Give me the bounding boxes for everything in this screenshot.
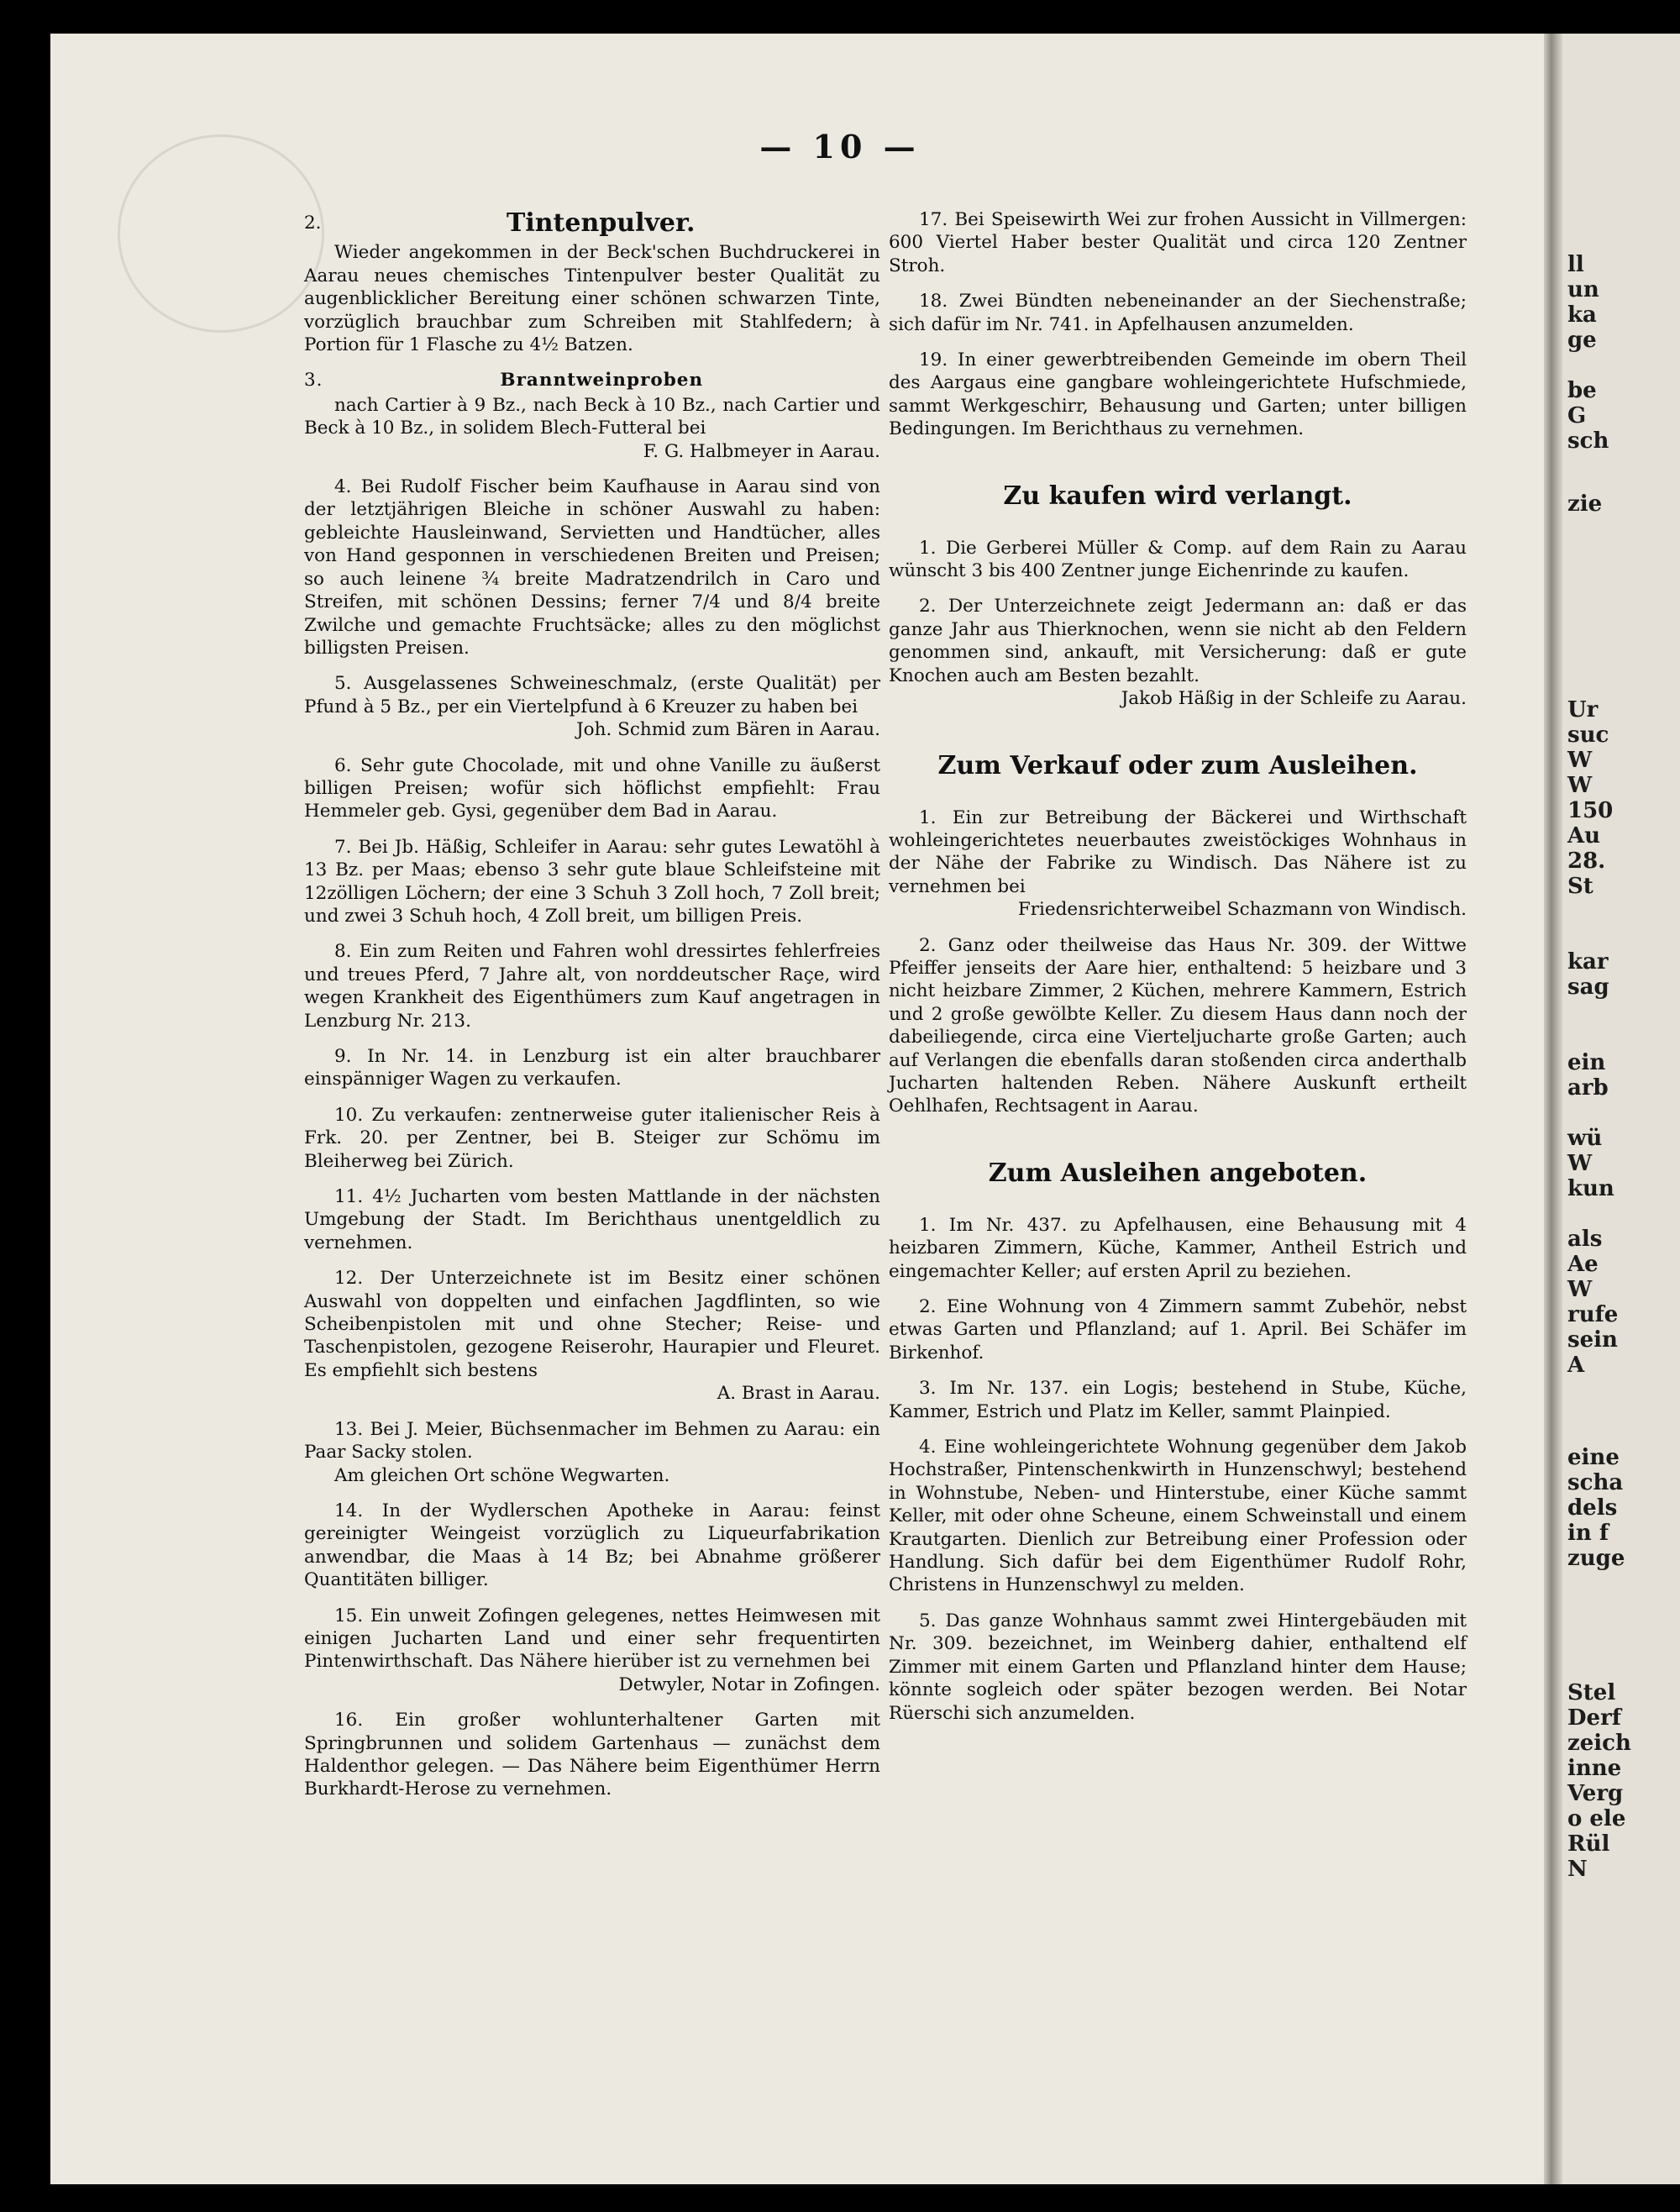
next-page-fragment: Verg bbox=[1567, 1781, 1624, 1806]
entry-text: 8. Ein zum Reiten und Fahren wohl dressirtes fehlerfreies und treues Pferd, 7 Jahre alt, von norddeutscher Raçe, wird wegen Krankheit des Eigenthümers zum Kauf angetragen in Lenzburg Nr. 213. bbox=[304, 941, 880, 1032]
ad-entry-7 bbox=[304, 836, 880, 928]
entry-number: 3. bbox=[304, 370, 323, 391]
verkauf-item-1 bbox=[889, 807, 1467, 922]
next-page-fragment: St bbox=[1567, 874, 1593, 899]
entry-text: 1. Ein zur Betreibung der Bäckerei und Wirthschaft wohleingerichtetes neuerbautes zweistöckiges Wohnhaus in der Nähe der Fabrike zu Windisch. Das Nähere ist zu vernehmen bei bbox=[889, 807, 1467, 897]
ad-entry-11 bbox=[304, 1185, 880, 1254]
next-page-fragment: zuge bbox=[1567, 1546, 1625, 1571]
entry-text: 15. Ein unweit Zofingen gelegenes, nettes Heimwesen mit einigen Jucharten Land und einer sehr frequentirten Pintenwirthschaft. Das Nähere hierüber ist zu vernehmen bei bbox=[304, 1605, 880, 1673]
ad-entry-10 bbox=[304, 1104, 880, 1173]
ad-entry-17 bbox=[889, 208, 1467, 277]
next-page-fragment: als bbox=[1567, 1227, 1603, 1252]
entry-text: 2. Ganz oder theilweise das Haus Nr. 309. der Wittwe Pfeiffer jenseits der Aare hier, enthaltend: 5 heizbare und 3 nicht heizbare Zimmer, 2 Küchen, mehrere Kammern, Estrich und 2 große gewölbte Keller. Zu diesem Haus dann noch der dabeiliegende, circa eine Vierteljucharte große Garten; auch auf Verlangen die ebenfalls daran stoßenden circa anderthalb Jucharten haltenden Reben. Nähere Auskunft ertheilt Oehlhafen, Rechtsagent in Aarau. bbox=[889, 934, 1467, 1117]
section-heading-ausleihen: Zum Ausleihen angeboten. bbox=[988, 1158, 1368, 1188]
ad-entry-15 bbox=[304, 1605, 880, 1697]
next-page-fragment: Ae bbox=[1567, 1252, 1599, 1277]
ad-entry-18 bbox=[889, 290, 1467, 336]
next-page-fragment: Rül bbox=[1567, 1831, 1610, 1857]
entry-text: 2. Der Unterzeichnete zeigt Jedermann an: daß er das ganze Jahr aus Thierknochen, wenn sie nicht ab den Feldern genommen sind, ankauft, mit Versicherung: daß er gute Knochen auch am Besten bezahlt. bbox=[889, 596, 1467, 686]
next-page-fragment: eine bbox=[1567, 1445, 1620, 1470]
entry-signature: Detwyler, Notar in Zofingen. bbox=[618, 1673, 880, 1695]
ad-entry-14 bbox=[304, 1500, 880, 1592]
entry-signature: Joh. Schmid zum Bären in Aarau. bbox=[576, 719, 880, 741]
entry-title: Tintenpulver. bbox=[507, 208, 696, 238]
next-page-fragment: ge bbox=[1567, 328, 1597, 353]
next-page-fragment: zeich bbox=[1567, 1731, 1631, 1756]
entry-number: 2. bbox=[304, 213, 322, 234]
next-page-fragment: sag bbox=[1567, 975, 1609, 1000]
entry-text: 5. Ausgelassenes Schweineschmalz, (erste Qualität) per Pfund à 5 Bz., per ein Viertelpfund à 6 Kreuzer zu haben bei bbox=[304, 673, 880, 717]
ausleihen-item-2 bbox=[889, 1295, 1467, 1364]
ad-entry-2 bbox=[304, 208, 880, 356]
next-page-fragment: ka bbox=[1567, 302, 1597, 328]
entry-text: 5. Das ganze Wohnhaus sammt zwei Hintergebäuden mit Nr. 309. bezeichnet, im Weinberg dahier, enthaltend elf Zimmer mit einem Garten und Pflanzland hinter dem Hause; könnte sogleich oder später bezogen werden. Bei Notar Rüerschi sich anzumelden. bbox=[889, 1610, 1467, 1724]
entry-text: 9. In Nr. 14. in Lenzburg ist ein alter brauchbarer einspänniger Wagen zu verkaufen. bbox=[304, 1046, 880, 1090]
entry-text: 14. In der Wydlerschen Apotheke in Aarau: feinst gereinigter Weingeist vorzüglich zu Liqueurfabrikation anwendbar, die Maas à 14 Bz; bei Abnahme größerer Quantitäten billiger. bbox=[304, 1500, 880, 1591]
next-page-fragment: W bbox=[1567, 748, 1593, 773]
entry-heading bbox=[304, 208, 880, 238]
next-page-fragment: 150 bbox=[1567, 798, 1614, 823]
next-page-fragment: G bbox=[1567, 403, 1587, 428]
ausleihen-item-4 bbox=[889, 1436, 1467, 1597]
next-page-fragment: ein bbox=[1567, 1050, 1606, 1075]
ausleihen-item-5 bbox=[889, 1610, 1467, 1725]
next-page-fragment: kun bbox=[1567, 1176, 1614, 1201]
entry-text: 4. Bei Rudolf Fischer beim Kaufhause in Aarau sind von der letztjährigen Bleiche in schöner Auswahl zu haben: gebleichte Hausleinwand, Servietten und Handtücher, alles von Hand gesponnen in verschiedenen Breiten und Preisen; so auch leinene ¾ breite Madratzendrilch in Caro und Streifen, mit schönen Dessins; ferner 7/4 und 8/4 breite Zwilche und gemachte Fruchtsäcke; alles zu den möglichst billigsten Preisen. bbox=[304, 476, 880, 659]
ad-entry-9 bbox=[304, 1045, 880, 1091]
next-page-fragment: W bbox=[1567, 1151, 1593, 1176]
entry-text: 13. Bei J. Meier, Büchsenmacher im Behmen zu Aarau: ein Paar Sacky stolen. bbox=[304, 1418, 880, 1463]
ad-entry-5 bbox=[304, 672, 880, 741]
ad-entry-3 bbox=[304, 369, 880, 463]
next-page-fragment: zie bbox=[1567, 491, 1603, 517]
next-page-fragment: A bbox=[1567, 1353, 1585, 1378]
entry-signature: A. Brast in Aarau. bbox=[717, 1383, 880, 1405]
entry-text: nach Cartier à 9 Bz., nach Beck à 10 Bz., nach Cartier und Beck à 10 Bz., in solidem Blech-Futteral bei bbox=[304, 394, 880, 439]
next-page-fragment: 28. bbox=[1567, 849, 1606, 874]
entry-text: 16. Ein großer wohlunterhaltener Garten mit Springbrunnen und solidem Gartenhaus — zunächst dem Haldenthor gelegen. — Das Nähere beim Eigenthümer Herrn Burkhardt-Herose zu vernehmen. bbox=[304, 1710, 880, 1800]
entry-text: 12. Der Unterzeichnete ist im Besitz einer schönen Auswahl von doppelten und einfachen Jagdflinten, so wie Scheibenpistolen mit und ohne Stecher; Reise- und Taschenpistolen, gezogene Reiserohr, Haurapier und Fleuret. Es empfiehlt sich bestens bbox=[304, 1268, 880, 1381]
next-page-fragment: be bbox=[1567, 378, 1597, 403]
section-heading-verkauf: Zum Verkauf oder zum Ausleihen. bbox=[937, 750, 1418, 780]
entry-text: 2. Eine Wohnung von 4 Zimmern sammt Zubehör, nebst etwas Garten und Pflanzland; auf 1. April. Bei Schäfer im Birkenhof. bbox=[889, 1296, 1467, 1363]
next-page-fragment: suc bbox=[1567, 722, 1609, 748]
next-page-edge bbox=[1562, 34, 1680, 2184]
next-page-fragment: ll bbox=[1567, 252, 1584, 277]
entry-text: 11. 4½ Jucharten vom besten Mattlande in der nächsten Umgebung der Stadt. Im Berichthaus unentgeldlich zu vernehmen. bbox=[304, 1186, 880, 1253]
ad-entry-6 bbox=[304, 754, 880, 823]
ad-entry-19 bbox=[889, 349, 1467, 441]
entry-text: 6. Sehr gute Chocolade, mit und ohne Vanille zu äußerst billigen Preisen; wofür sich höflichst empfiehlt: Frau Hemmeler geb. Gysi, gegenüber dem Bad in Aarau. bbox=[304, 754, 880, 822]
entry-text: 17. Bei Speisewirth Wei zur frohen Aussicht in Villmergen: 600 Viertel Haber bester Qualität und circa 120 Zentner Stroh. bbox=[889, 209, 1467, 276]
page-number: — 10 — bbox=[759, 128, 921, 166]
entry-text: 19. In einer gewerbtreibenden Gemeinde im obern Theil des Aargaus eine gangbare wohleingerichtete Hufschmiede, sammt Werkgeschirr, Behausung und Garten; unter billigen Bedingungen. Im Berichthaus zu vernehmen. bbox=[889, 349, 1467, 440]
entry-continuation: Am gleichen Ort schöne Wegwarten. bbox=[334, 1464, 670, 1486]
entry-signature: F. G. Halbmeyer in Aarau. bbox=[643, 440, 880, 462]
ad-entry-12 bbox=[304, 1267, 880, 1405]
next-page-fragment: kar bbox=[1567, 949, 1609, 975]
ad-entry-4 bbox=[304, 476, 880, 659]
ausleihen-item-3 bbox=[889, 1377, 1467, 1423]
verkauf-item-2 bbox=[889, 934, 1467, 1118]
entry-text: Wieder angekommen in der Beck'schen Buchdruckerei in Aarau neues chemisches Tintenpulver bester Qualität zu augenblicklicher Bereitung einer schönen schwarzen Tinte, vorzüglich brauchbar zum Schreiben mit Stahlfedern; à Portion für 1 Flasche zu 4½ Batzen. bbox=[304, 242, 880, 356]
entry-heading bbox=[304, 369, 880, 391]
ad-entry-8 bbox=[304, 940, 880, 1032]
next-page-fragment: Stel bbox=[1567, 1680, 1616, 1705]
next-page-fragment: o ele bbox=[1567, 1806, 1626, 1831]
next-page-fragment: Derf bbox=[1567, 1705, 1621, 1731]
kaufen-item-2 bbox=[889, 595, 1467, 710]
entry-title: Branntweinproben bbox=[500, 370, 704, 391]
entry-text: 4. Eine wohleingerichtete Wohnung gegenüber dem Jakob Hochstraßer, Pintenschenkwirth in Hunzenschwyl; bestehend in Wohnstube, Neben- und Hinterstube, einer Küche sammt Keller, mit oder ohne Scheune, einem Schweinstall und einem Krautgarten. Dienlich zur Betreibung einer Profession oder Handlung. Sich dafür bei dem Eigenthümer Rudolf Rohr, Christens in Hunzenschwyl zu melden. bbox=[889, 1437, 1467, 1596]
next-page-fragment: Au bbox=[1567, 823, 1601, 849]
entry-signature: Friedensrichterweibel Schazmann von Windisch. bbox=[1017, 899, 1467, 921]
next-page-fragment: inne bbox=[1567, 1756, 1622, 1781]
next-page-fragment: W bbox=[1567, 1277, 1593, 1302]
right-column bbox=[889, 208, 1467, 1737]
left-column bbox=[304, 208, 880, 1814]
kaufen-item-1 bbox=[889, 537, 1467, 583]
entry-text: 7. Bei Jb. Häßig, Schleifer in Aarau: sehr gutes Lewatöhl à 13 Bz. per Maas; ebenso 3 sehr gute blaue Schleifsteine mit 12zölligen Löchern; der eine 3 Schuh 3 Zoll hoch, 7 Zoll breit; und zwei 3 Schuh hoch, 4 Zoll breit, um billigen Preis. bbox=[304, 836, 880, 927]
page-fold bbox=[1544, 34, 1562, 2184]
next-page-fragment: sein bbox=[1567, 1327, 1618, 1353]
next-page-fragment: rufe bbox=[1567, 1302, 1619, 1327]
next-page-fragment: sch bbox=[1567, 428, 1609, 454]
section-heading-kaufen: Zu kaufen wird verlangt. bbox=[1003, 481, 1352, 511]
ad-entry-13 bbox=[304, 1418, 880, 1487]
ad-entry-16 bbox=[304, 1709, 880, 1801]
next-page-fragment: un bbox=[1567, 277, 1599, 302]
next-page-fragment: dels bbox=[1567, 1495, 1618, 1521]
entry-text: 18. Zwei Bündten nebeneinander an der Siechenstraße; sich dafür im Nr. 741. in Apfelhausen anzumelden. bbox=[889, 291, 1467, 335]
next-page-fragment: W bbox=[1567, 773, 1593, 798]
next-page-fragment: Ur bbox=[1567, 697, 1599, 722]
entry-text: 1. Die Gerberei Müller & Comp. auf dem Rain zu Aarau wünscht 3 bis 400 Zentner junge Eichenrinde zu kaufen. bbox=[889, 537, 1467, 582]
entry-text: 10. Zu verkaufen: zentnerweise guter italienischer Reis à Frk. 20. per Zentner, bei B. Steiger zur Schömu im Bleiherweg bei Zürich. bbox=[304, 1104, 880, 1172]
entry-signature: Jakob Häßig in der Schleife zu Aarau. bbox=[1121, 688, 1467, 710]
next-page-fragment: scha bbox=[1567, 1470, 1624, 1495]
next-page-fragment: arb bbox=[1567, 1075, 1609, 1101]
entry-text: 1. Im Nr. 437. zu Apfelhausen, eine Behausung mit 4 heizbaren Zimmern, Küche, Kammer, Antheil Estrich und eingemachter Keller; auf ersten April zu beziehen. bbox=[889, 1214, 1467, 1282]
next-page-fragment: N bbox=[1567, 1857, 1588, 1882]
ausleihen-item-1 bbox=[889, 1214, 1467, 1283]
entry-text: 3. Im Nr. 137. ein Logis; bestehend in Stube, Küche, Kammer, Estrich und Platz im Keller, sammt Plainpied. bbox=[889, 1378, 1467, 1422]
next-page-fragment: wü bbox=[1567, 1126, 1603, 1151]
next-page-fragment: in f bbox=[1567, 1521, 1609, 1546]
